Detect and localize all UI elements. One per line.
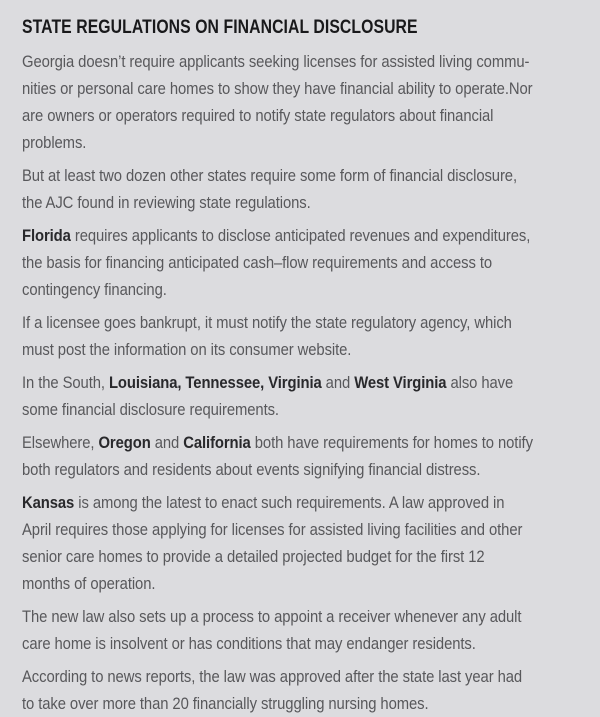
text-line [22,663,589,690]
text-line [22,489,589,516]
paragraph [22,429,589,483]
text-segment: must post the information on its consumer website. [22,340,352,359]
text-line [22,603,589,630]
text-segment: is among the latest to enact such requirements. A law approved in [74,493,505,512]
text-line [22,369,589,396]
text-segment: are owners or operators required to notify state regulators about financial [22,106,494,125]
text-segment: senior care homes to provide a detailed projected budget for the first 12 [22,547,485,566]
text-segment: also have [446,373,514,392]
text-segment: According to news reports, the law was approved after the state last year had [22,667,523,686]
paragraph [22,663,589,717]
text-segment: requires applicants to disclose anticipated revenues and expenditures, [70,226,531,245]
text-segment: But at least two dozen other states require some form of financial disclosure, [22,166,517,185]
state-name: West Virginia [354,373,447,392]
paragraph [22,309,589,363]
article-body [22,48,589,717]
text-line [22,189,589,216]
text-segment: both regulators and residents about events signifying financial distress. [22,460,481,479]
text-segment: contingency financing. [22,280,167,299]
text-segment: Georgia doesn’t require applicants seeking licenses for assisted living commu- [22,52,530,71]
panel-title: STATE REGULATIONS ON FINANCIAL DISCLOSURE [22,17,418,38]
text-segment: The new law also sets up a process to appoint a receiver whenever any adult [22,607,522,626]
paragraph [22,222,589,303]
text-line [22,456,589,483]
text-line [22,162,589,189]
paragraph [22,48,589,156]
text-segment: In the South, [22,373,109,392]
state-name: Oregon [98,433,151,452]
text-line [22,429,589,456]
paragraph [22,162,589,216]
text-line [22,75,589,102]
text-line [22,129,589,156]
text-segment: nities or personal care homes to show they have financial ability to operate.Nor [22,79,533,98]
text-line [22,570,589,597]
text-line [22,48,589,75]
state-name: Louisiana, Tennessee, Virginia [108,373,322,392]
text-line [22,396,589,423]
text-segment: the AJC found in reviewing state regulations. [22,193,311,212]
text-line [22,543,589,570]
paragraph [22,603,589,657]
text-segment: April requires those applying for licenses for assisted living facilities and other [22,520,523,539]
text-line [22,102,589,129]
text-segment: Elsewhere, [22,433,99,452]
text-segment: months of operation. [22,574,156,593]
text-segment: both have requirements for homes to notify [250,433,533,452]
text-line [22,630,589,657]
text-segment: to take over more than 20 financially struggling nursing homes. [22,694,429,713]
text-line [22,690,589,717]
text-line [22,336,589,363]
state-name: California [183,433,251,452]
text-segment: care home is insolvent or has conditions that may endanger residents. [22,634,476,653]
text-line [22,309,589,336]
text-segment: and [321,373,355,392]
text-segment: problems. [22,133,87,152]
text-line [22,516,589,543]
text-line [22,276,589,303]
text-segment: the basis for financing anticipated cash–flow requirements and access to [22,253,493,272]
text-segment: some financial disclosure requirements. [22,400,279,419]
text-segment: If a licensee goes bankrupt, it must notify the state regulatory agency, which [22,313,512,332]
paragraph [22,489,589,597]
state-name: Florida [22,226,71,245]
text-line [22,222,589,249]
text-line [22,249,589,276]
paragraph [22,369,589,423]
state-name: Kansas [22,493,75,512]
text-segment: and [150,433,184,452]
